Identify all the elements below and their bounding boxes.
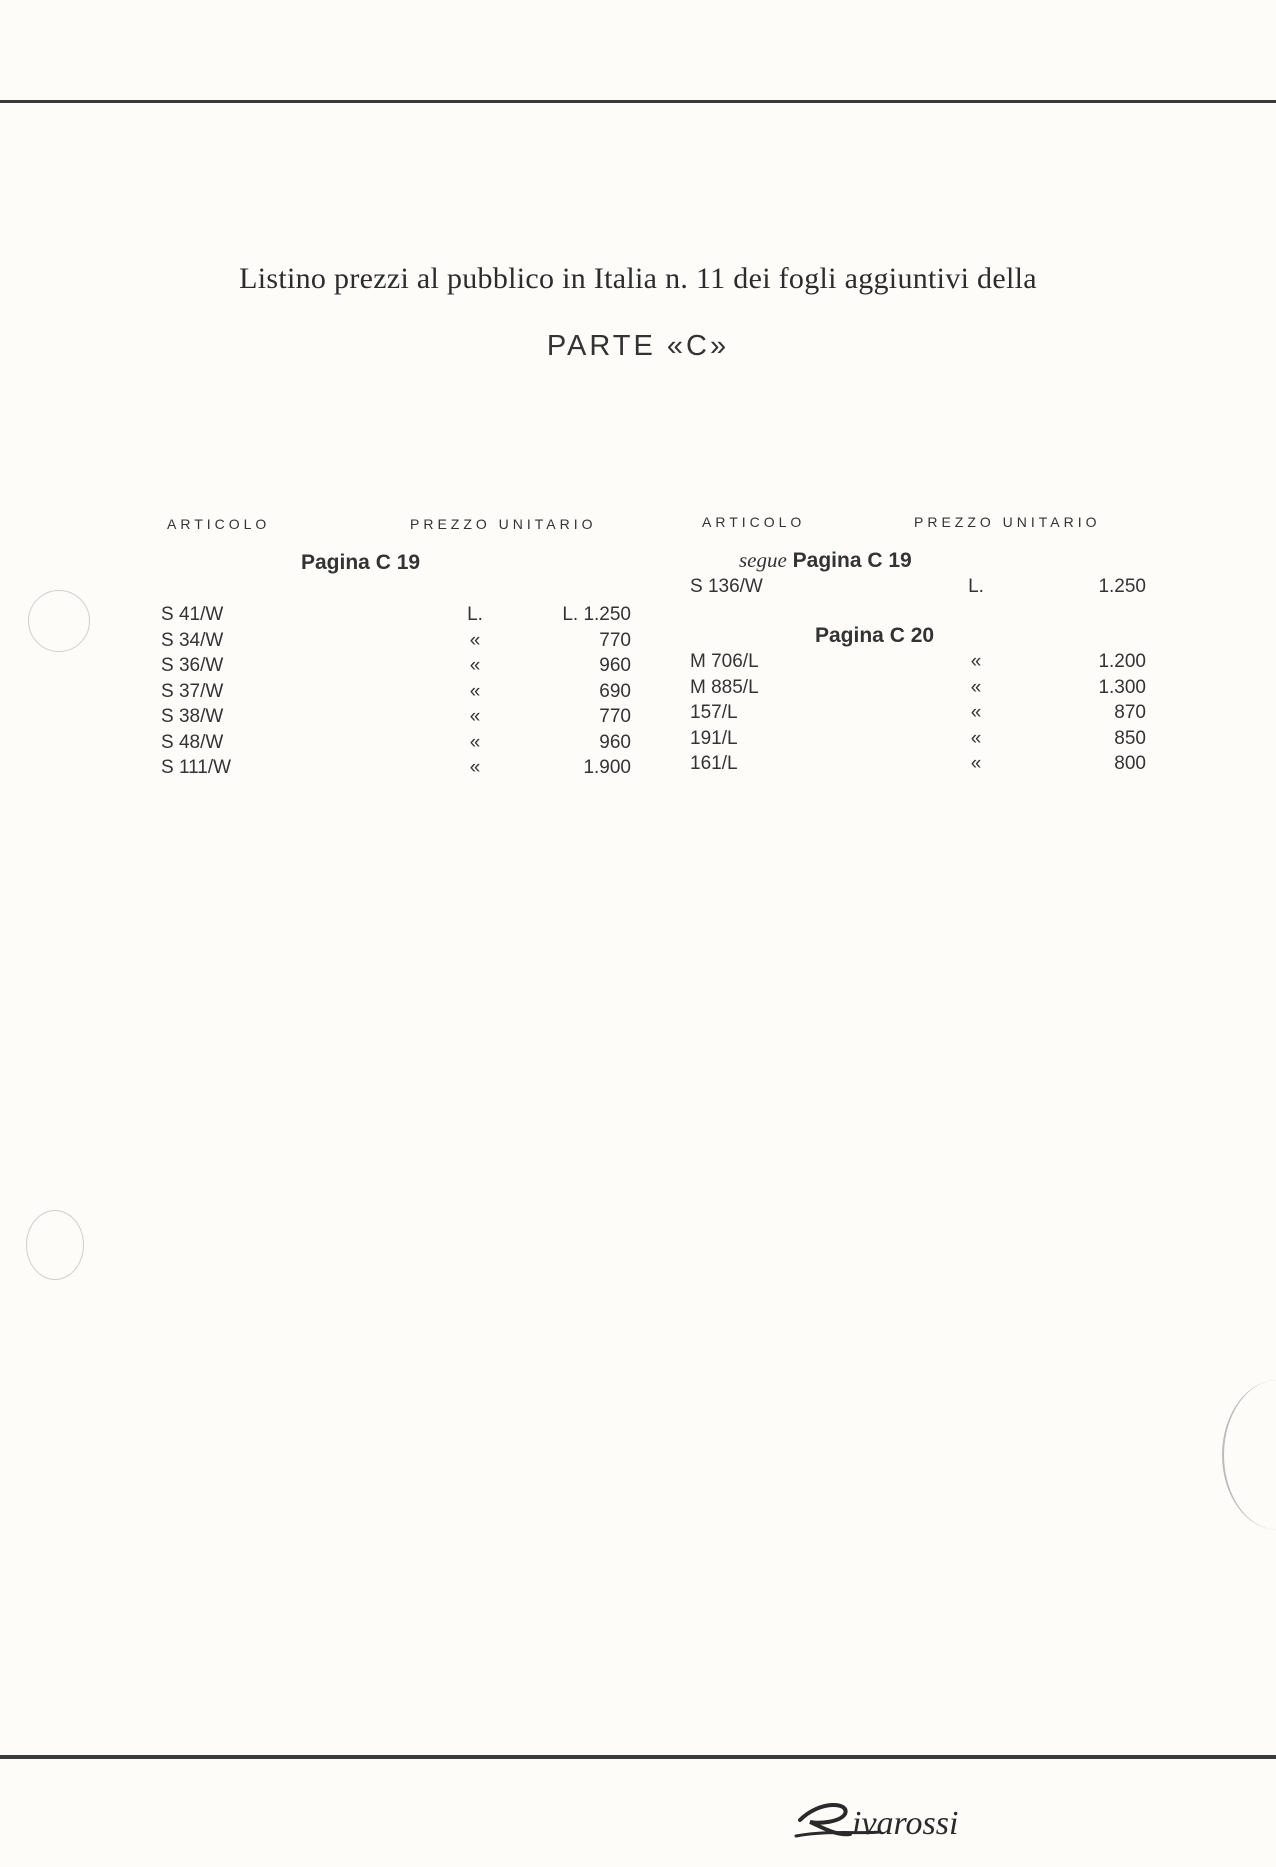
ditto-mark: L. [467,604,483,625]
left-section-heading: Pagina C 19 [301,551,421,574]
unit-price: 770 [599,706,631,727]
article-code: S 38/W [161,706,224,727]
right-header-prezzo: PREZZO UNITARIO [914,514,1101,530]
bottom-rule [0,1755,1276,1759]
price-row [161,630,631,656]
document-title: Listino prezzi al pubblico in Italia n. 11 dei fogli aggiuntivi della [239,262,1037,295]
right-section-heading-continued [739,548,912,573]
price-row [690,753,1146,779]
article-code: S 41/W [161,604,224,625]
right-price-list-c19 [690,576,1146,602]
ditto-mark: « [469,706,481,727]
section-title: Pagina C 19 [792,549,912,572]
price-row [161,757,631,783]
section-prefix: segue [739,548,787,572]
ditto-mark: « [469,680,481,702]
top-rule [0,100,1276,103]
ditto-mark: « [970,651,982,672]
document-subtitle: PARTE «C» [546,330,730,362]
article-code: 161/L [690,753,738,774]
ditto-mark: « [469,757,481,778]
article-code: S 48/W [161,731,224,753]
ditto-mark: « [970,702,982,723]
unit-price: 1.200 [1098,651,1146,672]
ditto-mark: « [469,629,481,651]
unit-price: 870 [1114,702,1146,723]
unit-price: 800 [1114,753,1146,774]
ditto-mark: « [469,655,481,676]
unit-price: 770 [599,629,631,651]
price-row [161,604,631,630]
article-code: S 34/W [161,629,224,651]
ditto-mark: « [970,753,982,774]
price-row [690,702,1146,728]
price-row [690,677,1146,703]
unit-price: 1.900 [583,757,631,778]
article-code: 191/L [690,727,738,749]
logo-wordmark: ivarossi [852,1805,959,1842]
price-row [161,655,631,681]
unit-price: 1.300 [1098,676,1146,698]
price-row [690,651,1146,677]
left-header-articolo: ARTICOLO [167,516,271,532]
article-code: S 111/W [161,757,232,778]
article-code: M 706/L [690,651,759,672]
article-code: 157/L [690,702,738,723]
ditto-mark: « [469,731,481,753]
right-header-articolo: ARTICOLO [702,514,806,530]
price-row [690,728,1146,754]
right-price-list-c20 [690,651,1146,779]
unit-price: 850 [1114,727,1146,749]
ditto-mark: « [970,727,982,749]
page-edge-shadow [1222,1380,1276,1530]
left-price-list [161,604,631,783]
unit-price: 690 [599,680,631,702]
unit-price: 960 [599,731,631,753]
rivarossi-logo [790,1790,1040,1850]
right-section-heading-c20: Pagina C 20 [815,624,935,647]
unit-price: 960 [599,655,631,676]
left-header-prezzo: PREZZO UNITARIO [410,516,597,532]
punch-hole-bottom [26,1210,84,1280]
price-row [161,706,631,732]
article-code: S 136/W [690,576,763,597]
unit-price: L. 1.250 [562,604,631,625]
article-code: S 36/W [161,655,224,676]
price-row [161,732,631,758]
price-row [690,576,1146,602]
article-code: M 885/L [690,676,759,698]
price-row [161,681,631,707]
ditto-mark: L. [968,576,984,597]
article-code: S 37/W [161,680,224,702]
ditto-mark: « [970,676,982,698]
punch-hole-top [28,590,90,652]
unit-price: 1.250 [1098,576,1146,597]
